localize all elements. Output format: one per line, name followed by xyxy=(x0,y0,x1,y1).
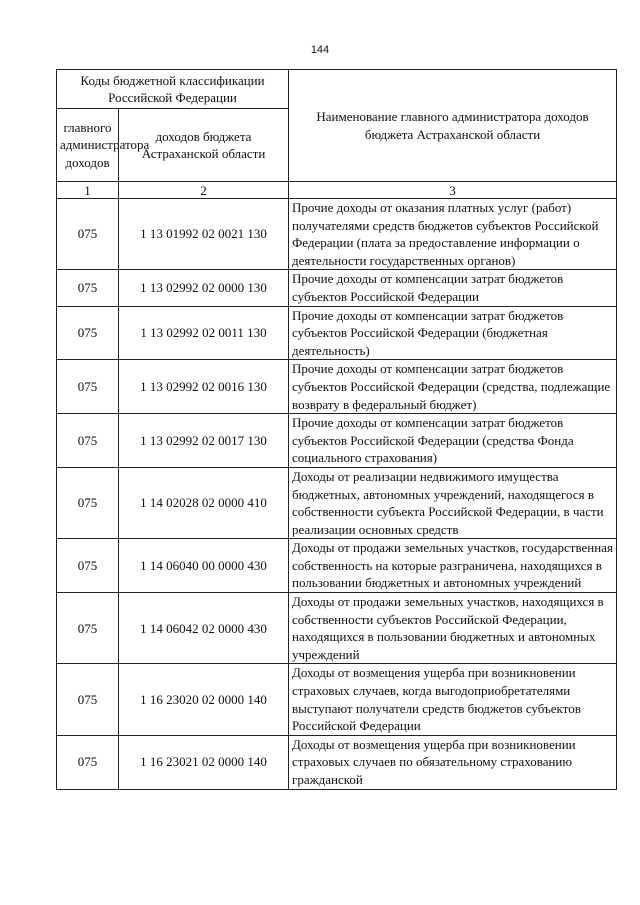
income-name: Доходы от возмещения ущерба при возникновении страховых случаев, когда выгодоприобретателями выступают получатели средств бюджетов субъектов Российской Федерации xyxy=(289,664,617,735)
income-code: 1 14 06040 00 0000 430 xyxy=(119,539,289,593)
table-row xyxy=(57,735,617,789)
table-row xyxy=(57,539,617,593)
income-name: Прочие доходы от оказания платных услуг (работ) получателями средств бюджетов субъектов Российской Федерации (плата за предоставление информации о деятельности государственных органов) xyxy=(289,199,617,270)
column-number-3: 3 xyxy=(289,182,617,199)
income-name: Доходы от продажи земельных участков, государственная собственность на которые разграничена, находящихся в пользовании бюджетных и автономных учреждений xyxy=(289,539,617,593)
income-code: 1 13 02992 02 0000 130 xyxy=(119,270,289,306)
table-row xyxy=(57,360,617,414)
page-number: 144 xyxy=(310,44,330,56)
income-name: Прочие доходы от компенсации затрат бюджетов субъектов Российской Федерации (средства Фонда социального страхования) xyxy=(289,414,617,468)
admin-code: 075 xyxy=(57,414,119,468)
income-code-header: доходов бюджета Астраханской области xyxy=(119,109,289,182)
table-row xyxy=(57,467,617,538)
income-code: 1 13 02992 02 0016 130 xyxy=(119,360,289,414)
income-name: Прочие доходы от компенсации затрат бюджетов субъектов Российской Федерации (средства, подлежащие возврату в федеральный бюджет) xyxy=(289,360,617,414)
income-code: 1 16 23021 02 0000 140 xyxy=(119,735,289,789)
table-row xyxy=(57,270,617,306)
admin-code: 075 xyxy=(57,539,119,593)
admin-code: 075 xyxy=(57,199,119,270)
table-row xyxy=(57,414,617,468)
codes-header: Коды бюджетной классификации Российской Федерации xyxy=(57,70,289,109)
admin-code: 075 xyxy=(57,735,119,789)
budget-classification-table xyxy=(56,69,617,790)
income-code: 1 14 06042 02 0000 430 xyxy=(119,593,289,664)
income-code: 1 13 02992 02 0017 130 xyxy=(119,414,289,468)
income-code: 1 16 23020 02 0000 140 xyxy=(119,664,289,735)
table-row xyxy=(57,593,617,664)
income-name: Прочие доходы от компенсации затрат бюджетов субъектов Российской Федерации xyxy=(289,270,617,306)
income-code: 1 14 02028 02 0000 410 xyxy=(119,467,289,538)
admin-code-header: главного администратора доходов xyxy=(57,109,119,182)
column-number-2: 2 xyxy=(119,182,289,199)
income-code: 1 13 02992 02 0011 130 xyxy=(119,306,289,360)
table-row xyxy=(57,306,617,360)
admin-code: 075 xyxy=(57,467,119,538)
admin-code: 075 xyxy=(57,593,119,664)
table-row xyxy=(57,199,617,270)
name-header: Наименование главного администратора доходов бюджета Астраханской области xyxy=(289,70,617,182)
income-name: Доходы от продажи земельных участков, находящихся в собственности субъектов Российской Федерации, находящихся в пользовании бюджетных и автономных учреждений xyxy=(289,593,617,664)
admin-code: 075 xyxy=(57,306,119,360)
table-row xyxy=(57,664,617,735)
income-name: Доходы от реализации недвижимого имущества бюджетных, автономных учреждений, находящегося в собственности субъекта Российской Федерации, в части реализации основных средств xyxy=(289,467,617,538)
admin-code: 075 xyxy=(57,270,119,306)
admin-code: 075 xyxy=(57,664,119,735)
income-name: Прочие доходы от компенсации затрат бюджетов субъектов Российской Федерации (бюджетная деятельность) xyxy=(289,306,617,360)
admin-code: 075 xyxy=(57,360,119,414)
column-number-1: 1 xyxy=(57,182,119,199)
income-name: Доходы от возмещения ущерба при возникновении страховых случаев по обязательному страхованию гражданской xyxy=(289,735,617,789)
income-code: 1 13 01992 02 0021 130 xyxy=(119,199,289,270)
